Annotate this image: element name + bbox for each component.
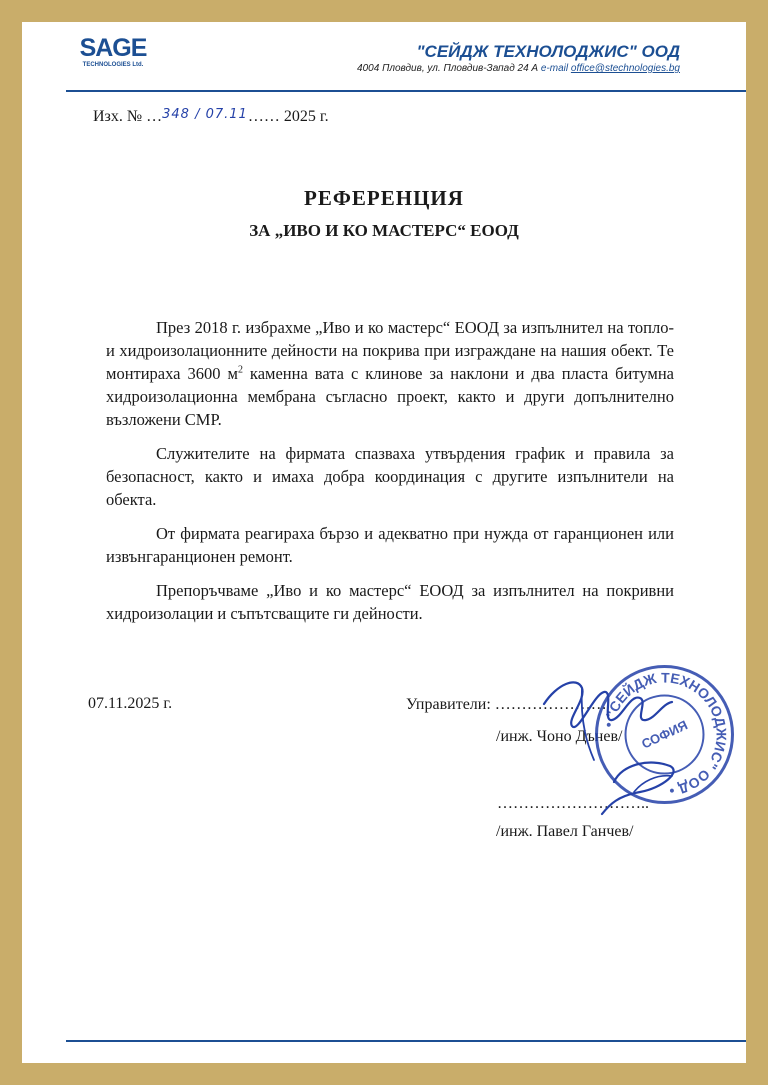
document-page [22,22,746,1063]
logo-subtitle: TECHNOLOGIES Ltd. [82,62,144,68]
paragraph-4: Препоръчваме „Иво и ко мастерс“ ЕООД за изпълнител на покривни хидроизолации и съпътсващите ги дейности. [106,581,674,623]
letter-body [106,316,674,636]
signature-scribble [522,664,722,834]
managers-label: Управители: ………………… [406,696,607,713]
manager-2-name: /инж. Павел Ганчев/ [496,823,634,840]
email-label: e-mail [540,63,569,74]
footer-divider [66,1040,746,1042]
company-info [357,42,680,76]
stamp-center-text: СОФИЯ [639,717,690,752]
stamp-ring-text: • "СЕЙДЖ ТЕХНОЛОДЖИС" ООД • [600,669,730,800]
logo-name: SAGE [79,34,147,62]
reference-year: 2025 г. [283,108,329,125]
reference-dots-before: … [146,108,163,125]
square-superscript: 2 [237,364,243,376]
company-name: "СЕЙДЖ ТЕХНОЛОДЖИС" ООД [416,42,680,61]
paragraph-1-part-a: През 2018 г. избрахме „Иво и ко мастерс“ ЕООД за изпълнител на топло- и хидроизолационните дейности на покрива при изграждане на нашия обект. Те монтираха 3600 м [106,318,674,383]
letter-date: 07.11.2025 г. [88,695,173,712]
reference-prefix: Изх. № [93,108,143,125]
reference-number [93,105,329,129]
paragraph-3: От фирмата реагираха бързо и адекватно при нужда от гаранционен или извънгаранционен ремонт. [106,524,674,566]
paragraph-1-part-b: каменна вата с клинове за наклони и два пласта битумна хидроизолационна мембрана съгласно проект, както и други допълнително възложени СМР. [106,364,675,429]
document-title: РЕФЕРЕНЦИЯ [304,186,464,210]
paragraph-2: Служителите на фирмата спазваха утвърдения график и правила за безопасност, както и имаха добра координация с другите изпълнители на обекта. [106,444,674,509]
header-divider [66,90,746,92]
email-link[interactable]: office@stechnologies.bg [570,63,680,74]
signature-line-2: ……………………….. [497,795,649,812]
reference-dots-after: …… [247,108,280,125]
company-logo [77,36,149,69]
manager-1-name: /инж. Чоно Дънев/ [496,728,623,745]
reference-handwritten-number: 348 / 07.11 [162,107,248,122]
paragraph-1 [106,316,674,431]
company-address: 4004 Пловдив, ул. Пловдив-Запад 24 А [357,63,539,74]
document-subtitle: ЗА „ИВО И КО МАСТЕРС“ ЕООД [249,221,519,240]
company-address-line [357,62,680,76]
